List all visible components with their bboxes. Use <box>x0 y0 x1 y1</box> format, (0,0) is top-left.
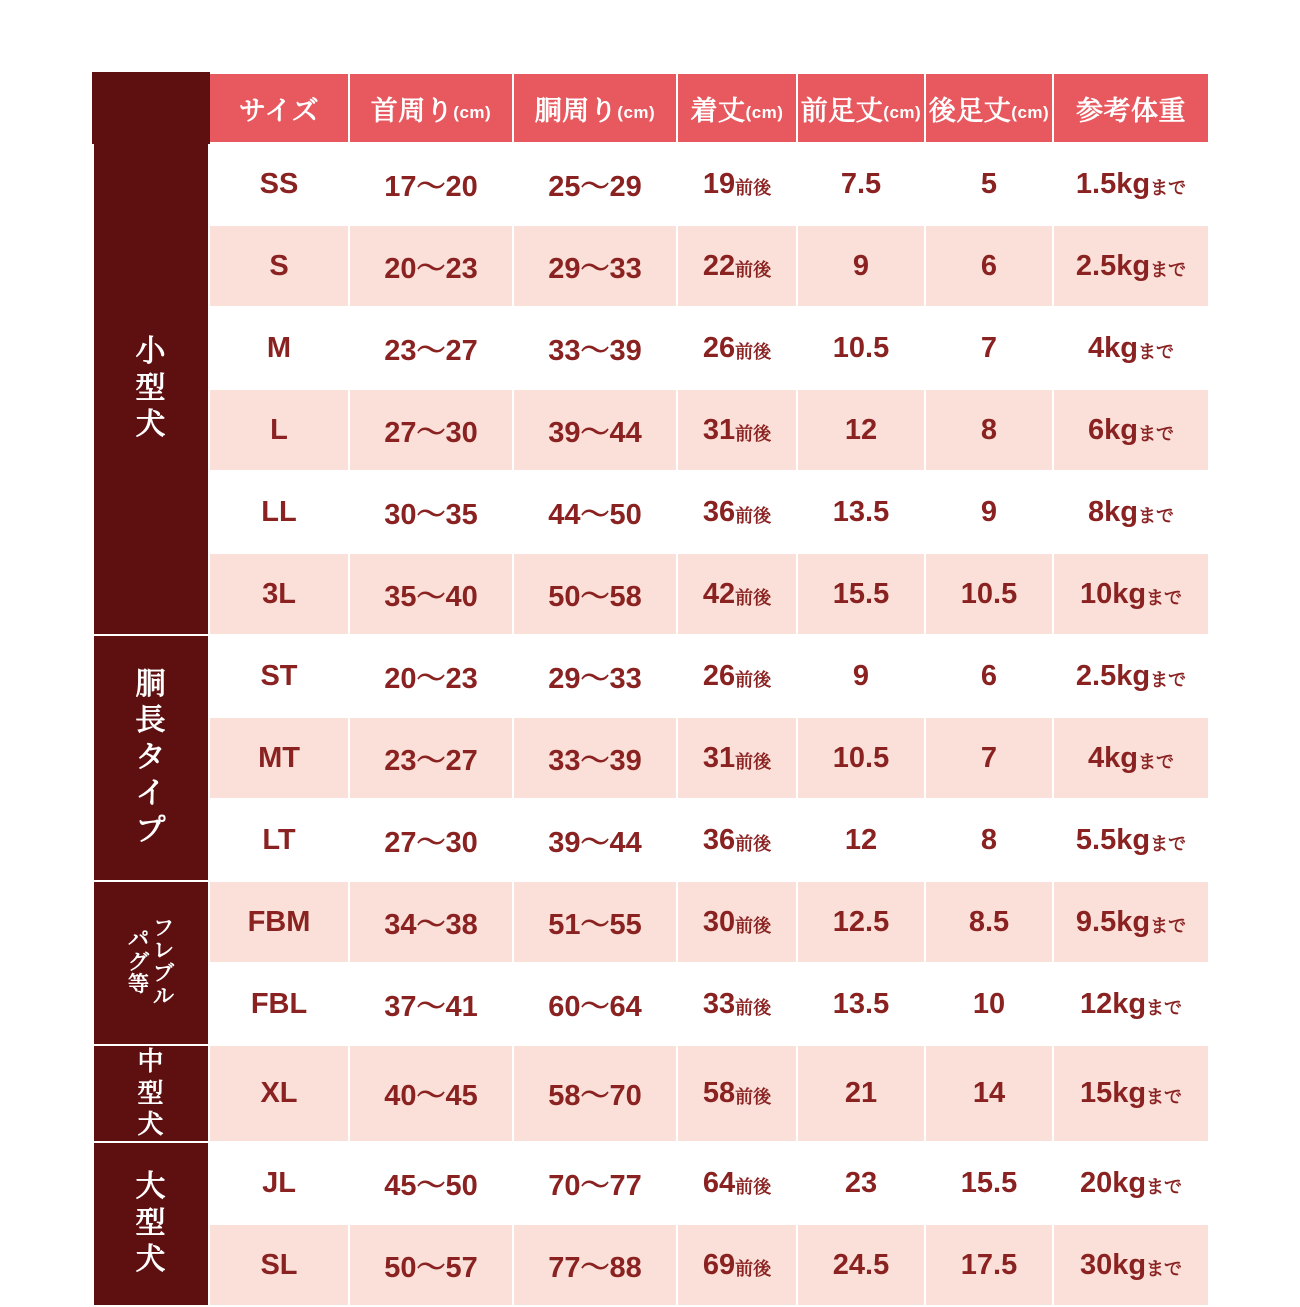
length-cell: 69前後 <box>677 1224 797 1306</box>
weight-cell: 8kgまで <box>1053 471 1209 553</box>
size-table <box>92 72 1210 1307</box>
header-length <box>677 73 797 143</box>
back-leg-cell: 7 <box>925 307 1053 389</box>
neck-cell: 27〜30 <box>349 799 513 881</box>
front-leg-cell: 10.5 <box>797 717 925 799</box>
front-leg-cell: 21 <box>797 1045 925 1142</box>
back-leg-cell: 10 <box>925 963 1053 1045</box>
table-row <box>93 881 1209 963</box>
length-cell: 42前後 <box>677 553 797 635</box>
weight-cell: 9.5kgまで <box>1053 881 1209 963</box>
front-leg-cell: 10.5 <box>797 307 925 389</box>
back-leg-cell: 15.5 <box>925 1142 1053 1224</box>
table-row <box>93 963 1209 1045</box>
length-cell: 36前後 <box>677 799 797 881</box>
neck-cell: 30〜35 <box>349 471 513 553</box>
header-back-leg-unit: (cm) <box>1011 102 1050 122</box>
header-length-unit: (cm) <box>745 102 784 122</box>
length-cell: 33前後 <box>677 963 797 1045</box>
table-row <box>93 307 1209 389</box>
size-cell: S <box>209 225 349 307</box>
front-leg-cell: 9 <box>797 635 925 717</box>
group-label-0: 小 型 犬 <box>93 143 209 635</box>
back-leg-cell: 6 <box>925 635 1053 717</box>
back-leg-cell: 5 <box>925 143 1053 225</box>
body-cell: 77〜88 <box>513 1224 677 1306</box>
size-cell: LT <box>209 799 349 881</box>
table-row <box>93 553 1209 635</box>
body-cell: 39〜44 <box>513 389 677 471</box>
neck-cell: 50〜57 <box>349 1224 513 1306</box>
header-size <box>209 73 349 143</box>
neck-cell: 35〜40 <box>349 553 513 635</box>
size-cell: XL <box>209 1045 349 1142</box>
length-cell: 31前後 <box>677 717 797 799</box>
body-cell: 44〜50 <box>513 471 677 553</box>
header-body-unit: (cm) <box>617 102 656 122</box>
header-size-label: サイズ <box>238 95 320 126</box>
header-weight-label: 参考体重 <box>1076 95 1186 126</box>
group-label-6: 胴 長 タ イ プ <box>93 635 209 881</box>
length-cell: 36前後 <box>677 471 797 553</box>
size-cell: FBM <box>209 881 349 963</box>
front-leg-cell: 23 <box>797 1142 925 1224</box>
size-cell: MT <box>209 717 349 799</box>
header-neck-unit: (cm) <box>453 102 492 122</box>
neck-cell: 23〜27 <box>349 717 513 799</box>
neck-cell: 23〜27 <box>349 307 513 389</box>
length-cell: 22前後 <box>677 225 797 307</box>
body-cell: 25〜29 <box>513 143 677 225</box>
front-leg-cell: 13.5 <box>797 963 925 1045</box>
front-leg-cell: 12 <box>797 799 925 881</box>
body-cell: 60〜64 <box>513 963 677 1045</box>
back-leg-cell: 14 <box>925 1045 1053 1142</box>
back-leg-cell: 9 <box>925 471 1053 553</box>
body-cell: 29〜33 <box>513 225 677 307</box>
header-row <box>93 73 1209 143</box>
front-leg-cell: 7.5 <box>797 143 925 225</box>
size-cell: FBL <box>209 963 349 1045</box>
neck-cell: 20〜23 <box>349 225 513 307</box>
front-leg-cell: 12.5 <box>797 881 925 963</box>
size-cell: SS <box>209 143 349 225</box>
back-leg-cell: 17.5 <box>925 1224 1053 1306</box>
weight-cell: 6kgまで <box>1053 389 1209 471</box>
header-corner <box>93 73 209 143</box>
group-label-pug <box>93 881 209 1045</box>
table-row <box>93 471 1209 553</box>
table-row <box>93 1045 1209 1142</box>
table-row <box>93 1142 1209 1224</box>
header-length-label: 着丈 <box>690 95 746 126</box>
group-label-11: 中 型 犬 <box>93 1045 209 1142</box>
weight-cell: 10kgまで <box>1053 553 1209 635</box>
weight-cell: 20kgまで <box>1053 1142 1209 1224</box>
group-label-pug-col2: フ レ ブ ル <box>153 916 174 1008</box>
table-row <box>93 635 1209 717</box>
header-neck <box>349 73 513 143</box>
table-row <box>93 389 1209 471</box>
header-back-leg <box>925 73 1053 143</box>
body-cell: 33〜39 <box>513 307 677 389</box>
length-cell: 26前後 <box>677 635 797 717</box>
header-weight <box>1053 73 1209 143</box>
weight-cell: 2.5kgまで <box>1053 635 1209 717</box>
back-leg-cell: 6 <box>925 225 1053 307</box>
front-leg-cell: 12 <box>797 389 925 471</box>
front-leg-cell: 13.5 <box>797 471 925 553</box>
neck-cell: 45〜50 <box>349 1142 513 1224</box>
front-leg-cell: 15.5 <box>797 553 925 635</box>
neck-cell: 40〜45 <box>349 1045 513 1142</box>
body-cell: 51〜55 <box>513 881 677 963</box>
neck-cell: 20〜23 <box>349 635 513 717</box>
group-label-12: 大 型 犬 <box>93 1142 209 1306</box>
size-cell: ST <box>209 635 349 717</box>
length-cell: 58前後 <box>677 1045 797 1142</box>
table-row <box>93 1224 1209 1306</box>
size-cell: SL <box>209 1224 349 1306</box>
weight-cell: 4kgまで <box>1053 307 1209 389</box>
header-front-leg <box>797 73 925 143</box>
back-leg-cell: 8 <box>925 389 1053 471</box>
table-row <box>93 717 1209 799</box>
table-row <box>93 225 1209 307</box>
table-row <box>93 799 1209 881</box>
length-cell: 30前後 <box>677 881 797 963</box>
weight-cell: 1.5kgまで <box>1053 143 1209 225</box>
body-cell: 33〜39 <box>513 717 677 799</box>
front-leg-cell: 9 <box>797 225 925 307</box>
neck-cell: 37〜41 <box>349 963 513 1045</box>
length-cell: 64前後 <box>677 1142 797 1224</box>
weight-cell: 2.5kgまで <box>1053 225 1209 307</box>
size-cell: M <box>209 307 349 389</box>
body-cell: 39〜44 <box>513 799 677 881</box>
body-cell: 70〜77 <box>513 1142 677 1224</box>
weight-cell: 4kgまで <box>1053 717 1209 799</box>
neck-cell: 27〜30 <box>349 389 513 471</box>
size-cell: JL <box>209 1142 349 1224</box>
table-header <box>93 73 1209 143</box>
header-front-leg-unit: (cm) <box>883 102 922 122</box>
body-cell: 50〜58 <box>513 553 677 635</box>
body-cell: 29〜33 <box>513 635 677 717</box>
length-cell: 19前後 <box>677 143 797 225</box>
back-leg-cell: 8.5 <box>925 881 1053 963</box>
neck-cell: 17〜20 <box>349 143 513 225</box>
length-cell: 31前後 <box>677 389 797 471</box>
back-leg-cell: 8 <box>925 799 1053 881</box>
weight-cell: 15kgまで <box>1053 1045 1209 1142</box>
back-leg-cell: 10.5 <box>925 553 1053 635</box>
table-body <box>93 143 1209 1306</box>
header-front-leg-label: 前足丈 <box>800 95 884 126</box>
weight-cell: 30kgまで <box>1053 1224 1209 1306</box>
size-cell: LL <box>209 471 349 553</box>
header-body-label: 胴周り <box>534 95 618 126</box>
weight-cell: 5.5kgまで <box>1053 799 1209 881</box>
table-row <box>93 143 1209 225</box>
front-leg-cell: 24.5 <box>797 1224 925 1306</box>
header-neck-label: 首周り <box>370 95 454 126</box>
header-body <box>513 73 677 143</box>
header-back-leg-label: 後足丈 <box>928 95 1012 126</box>
neck-cell: 34〜38 <box>349 881 513 963</box>
group-label-pug-col1: パ グ 等 <box>128 927 149 997</box>
back-leg-cell: 7 <box>925 717 1053 799</box>
weight-cell: 12kgまで <box>1053 963 1209 1045</box>
size-cell: 3L <box>209 553 349 635</box>
size-cell: L <box>209 389 349 471</box>
body-cell: 58〜70 <box>513 1045 677 1142</box>
length-cell: 26前後 <box>677 307 797 389</box>
